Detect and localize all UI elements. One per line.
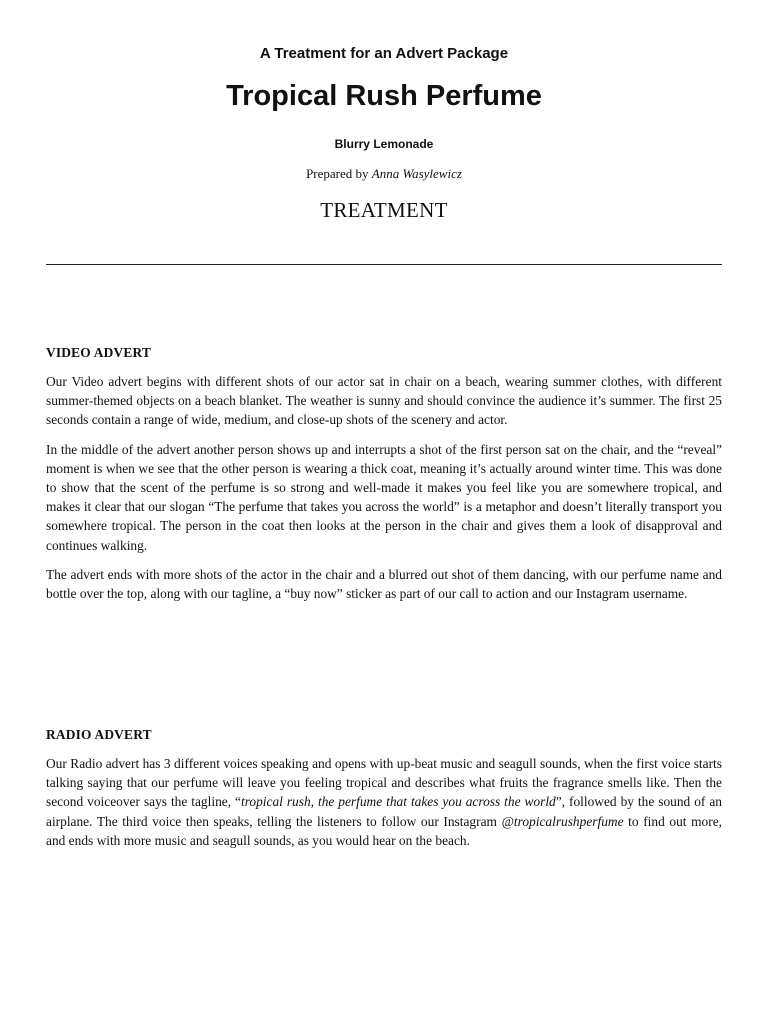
radio-text-part-1: Our Radio advert has 3 different voices speaking and opens with up-beat music and seagull sounds, when the first voice starts talking saying that our perfume will leave you feeling tropical and describes what fruits the fragrance smells like. Then the second voiceover says the tagline, “ (46, 756, 722, 810)
prepared-by-label: Prepared by (306, 166, 372, 181)
video-advert-section (46, 345, 722, 613)
company-name: Blurry Lemonade (334, 137, 434, 151)
radio-advert-heading: RADIO ADVERT (46, 727, 152, 742)
radio-paragraph (46, 754, 722, 850)
horizontal-divider (46, 264, 722, 265)
document-kicker: A Treatment for an Advert Package (259, 45, 509, 62)
document-type-heading: TREATMENT (320, 198, 448, 222)
video-paragraph-1: Our Video advert begins with different shots of our actor sat in chair on a beach, wearing summer clothes, with different summer-themed objects on a beach blanket. The weather is sunny and should convince the audience it’s summer. The first 25 seconds contain a range of wide, medium, and close-up shots of the scenery and actor. (46, 374, 722, 428)
document-title: Tropical Rush Perfume (226, 80, 542, 112)
radio-text-part-2: ”, followed by the sound of an airplane. The third voice then speaks, telling the listeners to follow our Instagram (46, 794, 722, 829)
author-name: Anna Wasylewicz (371, 166, 462, 181)
instagram-handle: @tropicalrushperfume (501, 813, 624, 829)
video-paragraph-3: The advert ends with more shots of the actor in the chair and a blurred out shot of them dancing, with our perfume name and bottle over the top, along with our tagline, a “buy now” sticker as part of our call to action and our Instagram username. (46, 566, 722, 602)
radio-advert-section (46, 727, 722, 860)
radio-text-part-3: to find out more, and ends with more music and seagull sounds, as you would hear on the beach. (46, 813, 722, 848)
video-advert-heading: VIDEO ADVERT (46, 345, 151, 360)
radio-tagline: tropical rush, the perfume that takes you across the world (240, 794, 556, 810)
prepared-by-line (0, 166, 768, 182)
video-paragraph-2: In the middle of the advert another person shows up and interrupts a shot of the first person sat on the chair, and the “reveal” moment is when we see that the other person is wearing a thick coat, meaning it’s actually around winter time. This was done to show that the scent of the perfume is so strong and well-made it makes you feel like you are somewhere tropical, and makes it clear that our slogan “The perfume that takes you across the world” is a metaphor and doesn’t literally transport you somewhere tropical. The person in the coat then looks at the person in the chair and gives them a look of disapproval and continues walking. (46, 441, 722, 553)
